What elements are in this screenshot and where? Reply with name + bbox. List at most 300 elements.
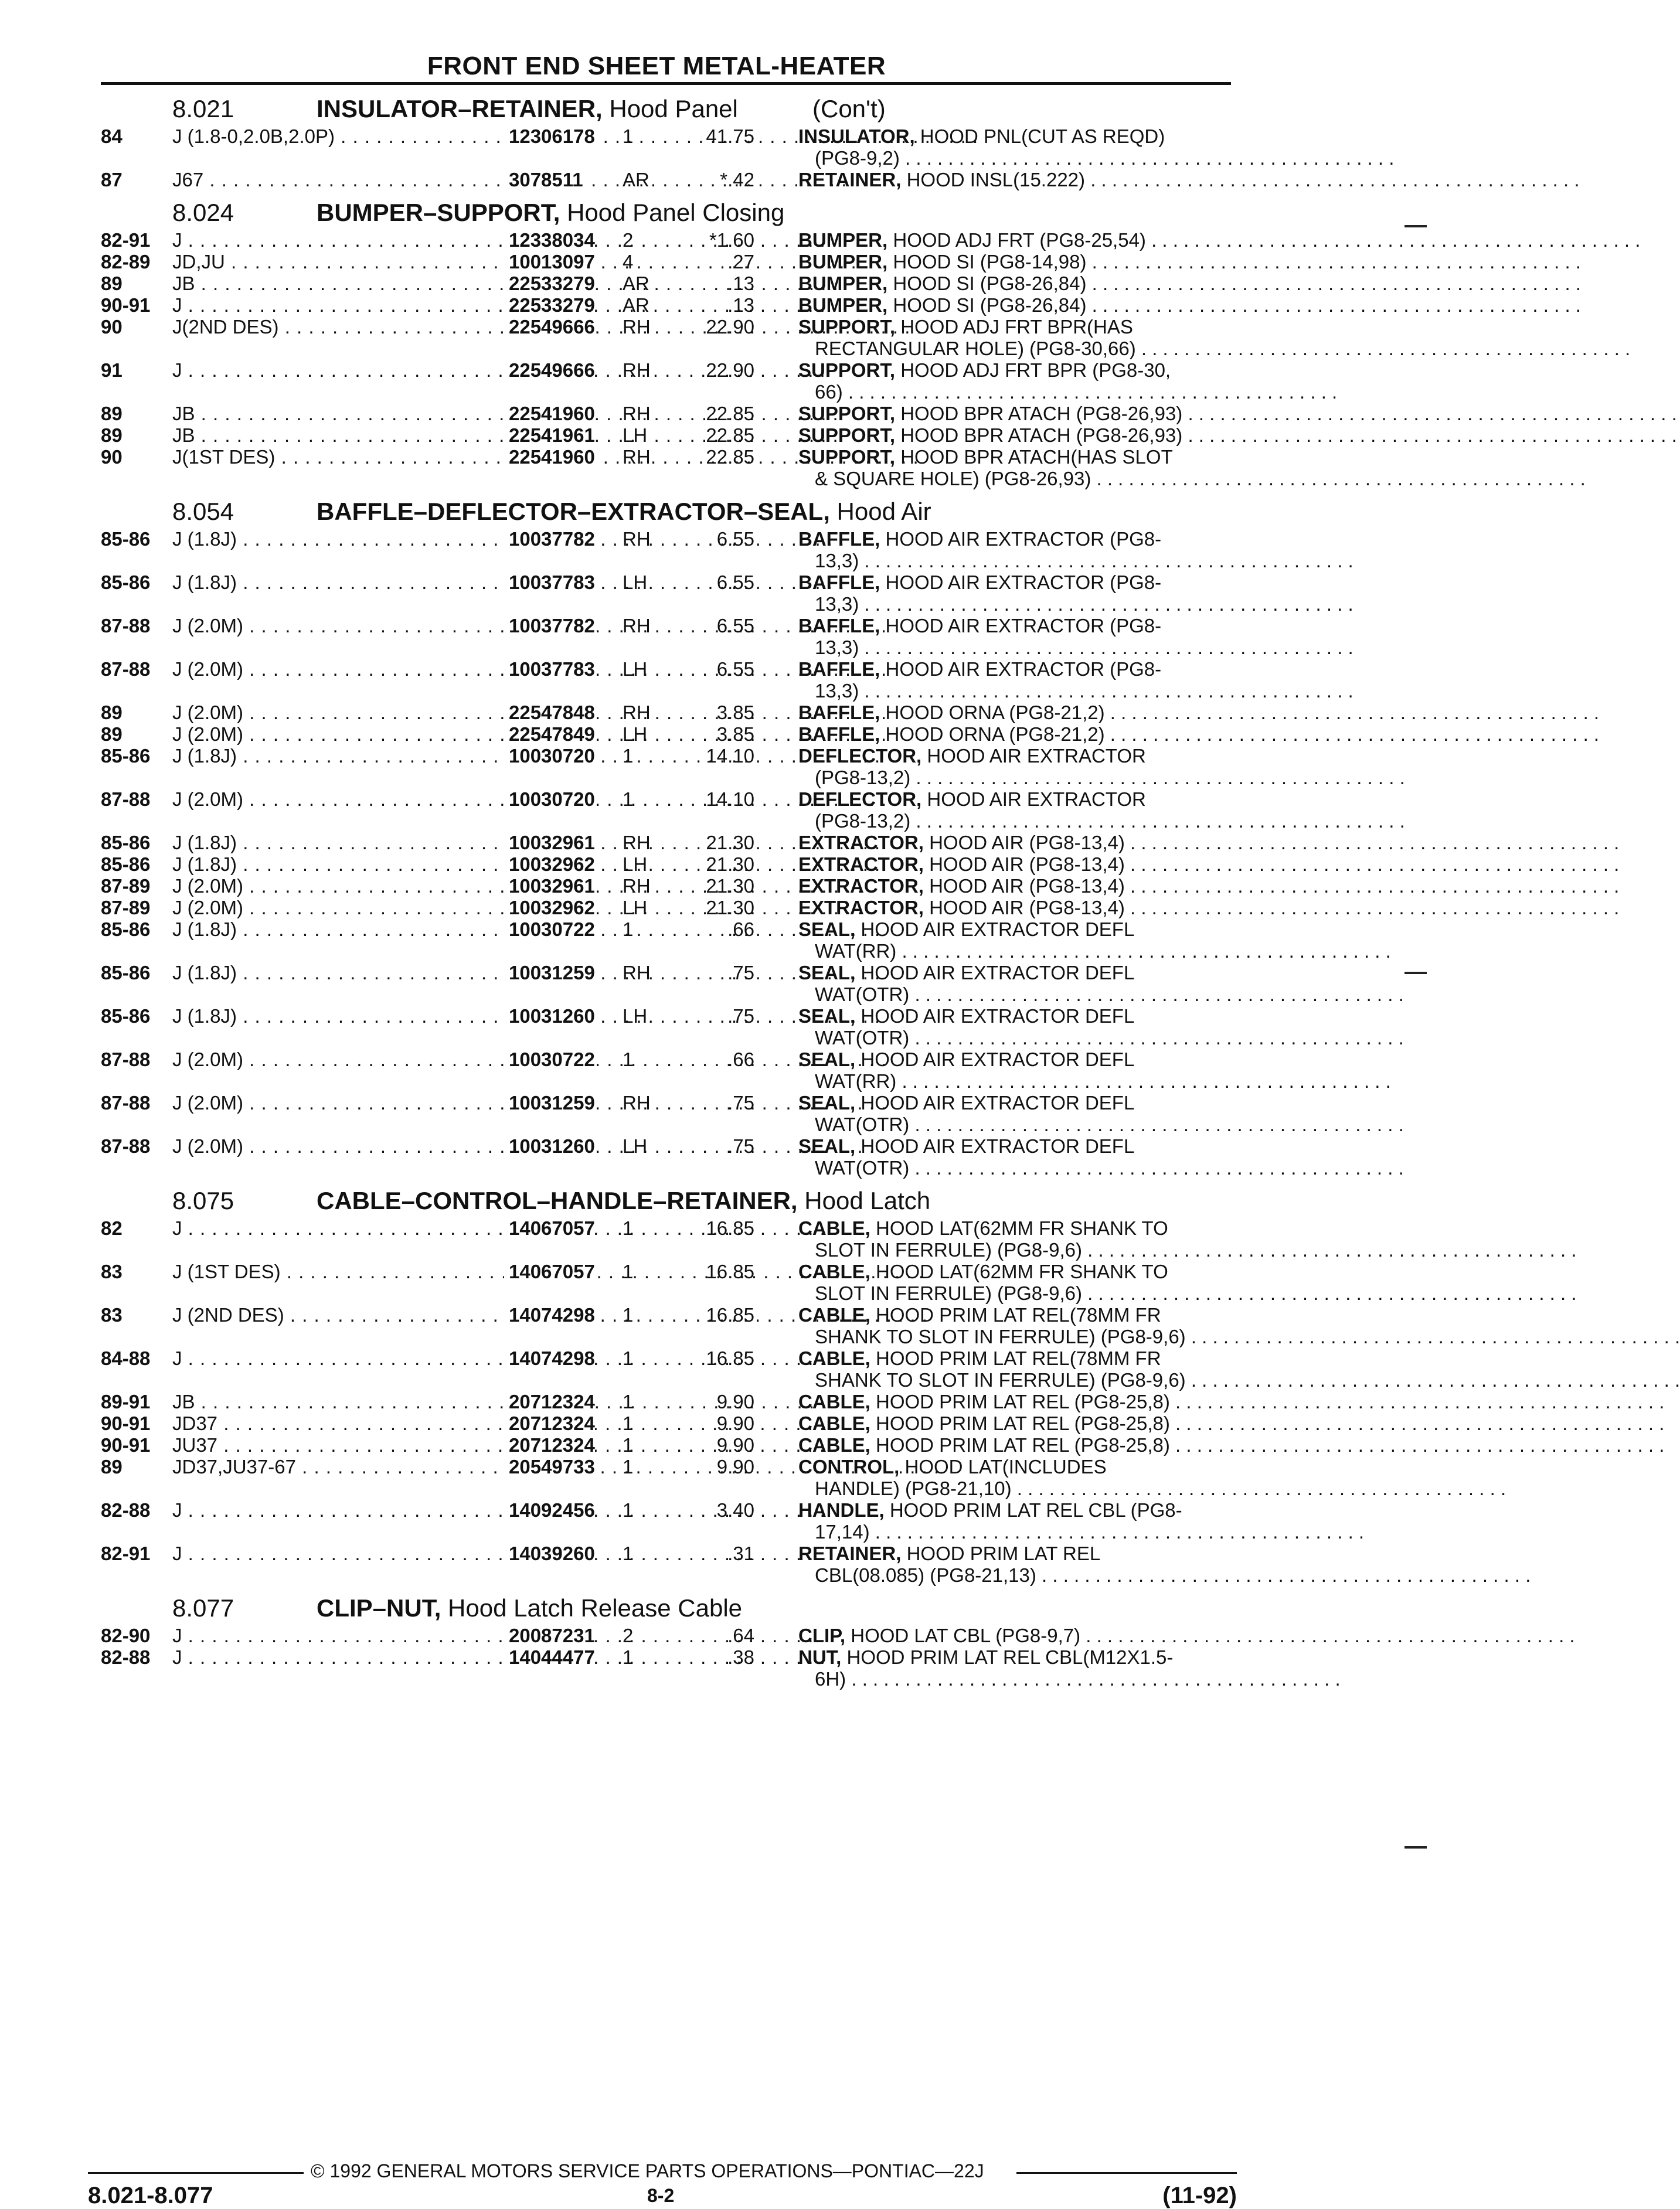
model-years: 82-91 (101, 229, 151, 251)
description-line-2: 66) . . . (798, 381, 1232, 403)
model-years: 87-88 (101, 1049, 151, 1070)
description (798, 962, 1232, 1005)
description-text: HOOD SI (PG8-26,84) (887, 273, 1087, 294)
part-number: 20087231 (504, 1625, 595, 1646)
price: 22.85 (706, 424, 754, 446)
application: J . . . (172, 1543, 589, 1564)
description (798, 723, 1232, 745)
description-keyword: EXTRACTOR, (798, 875, 924, 897)
description (798, 1135, 1232, 1179)
description-line (798, 316, 1232, 338)
part-row (101, 528, 1232, 571)
description-line (798, 897, 1232, 918)
application: JB . . . (172, 403, 589, 424)
description-line-2: 6H) . . . (798, 1668, 1232, 1690)
description (798, 745, 1232, 788)
quantity: 2 (623, 229, 634, 251)
description-line (798, 1217, 1232, 1239)
part-row (101, 745, 1232, 788)
description-keyword: HANDLE, (798, 1499, 885, 1521)
model-years: 91 (101, 359, 123, 381)
description-text: HOOD AIR EXTRACTOR (921, 745, 1146, 767)
application: J (2.0M) . . . (172, 702, 589, 723)
price: 3.85 (716, 723, 754, 745)
description (798, 1646, 1232, 1690)
description (798, 359, 1232, 403)
price: 14.10 (706, 788, 754, 810)
description-text: HOOD AIR EXTRACTOR (PG8- (880, 571, 1162, 593)
description-keyword: BAFFLE, (798, 658, 880, 680)
quantity: LH (623, 723, 648, 745)
model-years: 85-86 (101, 832, 151, 853)
description (798, 832, 1232, 853)
description-text: HOOD SI (PG8-26,84) (887, 294, 1087, 316)
description-line-2: 13,3) . . . (798, 680, 1232, 702)
application: J . . . (172, 1646, 589, 1668)
part-row (101, 875, 1232, 897)
description-line-2: 13,3) . . . (798, 550, 1232, 571)
description (798, 316, 1232, 359)
part-number: 14092456 (504, 1499, 595, 1521)
part-row (101, 1434, 1232, 1456)
application: J (1.8J) . . . (172, 1005, 589, 1027)
application: J (1.8J) . . . (172, 962, 589, 983)
quantity: 1 (623, 1304, 634, 1326)
model-years: 89-91 (101, 1391, 151, 1412)
quantity: 1 (623, 125, 634, 147)
description-keyword: BAFFLE, (798, 615, 880, 637)
model-years: 87-88 (101, 615, 151, 637)
quantity: RH (623, 528, 651, 550)
part-number: 22533279 (504, 294, 595, 316)
description-keyword: BAFFLE, (798, 528, 880, 550)
description-keyword: SUPPORT, (798, 316, 896, 338)
part-number: 3078511 (504, 169, 583, 190)
part-row (101, 1625, 1232, 1646)
description-line (798, 658, 1232, 680)
quantity: RH (623, 403, 651, 424)
quantity: 1 (623, 1049, 634, 1070)
quantity: LH (623, 1005, 648, 1027)
part-row (101, 571, 1232, 615)
price: .38 (727, 1646, 754, 1668)
price: .75 (727, 962, 754, 983)
description-line (798, 424, 1232, 446)
part-number: 20712324 (504, 1434, 595, 1456)
section-heading (101, 190, 1232, 229)
description (798, 229, 1232, 251)
description-keyword: SUPPORT, (798, 403, 896, 424)
description-keyword: CABLE, (798, 1412, 870, 1434)
description-text: HOOD AIR EXTRACTOR (PG8- (880, 528, 1162, 550)
description (798, 853, 1232, 875)
price: 21.30 (706, 832, 754, 853)
model-years: 84 (101, 125, 123, 147)
description (798, 897, 1232, 918)
description-line (798, 528, 1232, 550)
model-years: 85-86 (101, 962, 151, 983)
price: 16.85 (706, 1261, 754, 1282)
description-text: HOOD BPR ATACH(HAS SLOT (895, 446, 1173, 468)
description-keyword: NUT, (798, 1646, 842, 1668)
application: JD37 . . . (172, 1412, 589, 1434)
application: J . . . (172, 1347, 589, 1369)
description-line (798, 745, 1232, 767)
model-years: 90 (101, 316, 123, 338)
application: J (2.0M) . . . (172, 615, 589, 637)
application: JB . . . (172, 1391, 589, 1412)
description-text: HOOD AIR EXTRACTOR DEFL (855, 1135, 1135, 1157)
description-line (798, 125, 1232, 147)
model-years: 90-91 (101, 1412, 151, 1434)
part-number: 14074298 (504, 1347, 595, 1369)
price: 9.90 (716, 1412, 754, 1434)
application: J . . . (172, 1217, 589, 1239)
application: JB . . . (172, 424, 589, 446)
description-keyword: SUPPORT, (798, 446, 896, 468)
description (798, 273, 1232, 294)
description (798, 1347, 1232, 1391)
application: J67 . . . (172, 169, 589, 190)
application: JU37 . . . (172, 1434, 589, 1456)
model-years: 82-88 (101, 1646, 151, 1668)
application: J (1.8J) . . . (172, 832, 589, 853)
model-years: 89 (101, 1456, 123, 1478)
section-name: BAFFLE–DEFLECTOR–EXTRACTOR–SEAL, Hood Air (317, 498, 931, 525)
description-line (798, 1434, 1232, 1456)
quantity: RH (623, 359, 651, 381)
quantity: 1 (623, 1434, 634, 1456)
part-row (101, 1499, 1232, 1543)
description-line (798, 169, 1232, 190)
part-row (101, 125, 1232, 169)
price: 22.85 (706, 403, 754, 424)
part-number: 14067057 (504, 1261, 595, 1282)
part-number: 22533279 (504, 273, 595, 294)
description (798, 1005, 1232, 1049)
margin-tick (1404, 225, 1427, 227)
quantity: 1 (623, 1412, 634, 1434)
description (798, 1434, 1232, 1456)
description-keyword: BAFFLE, (798, 723, 880, 745)
part-number: 14067057 (504, 1217, 595, 1239)
quantity: 1 (623, 1543, 634, 1564)
description-keyword: BAFFLE, (798, 571, 880, 593)
application: JB . . . (172, 273, 589, 294)
description-text: HOOD PRIM LAT REL (PG8-25,8) (870, 1412, 1170, 1434)
description-keyword: DEFLECTOR, (798, 788, 922, 810)
description-text: HOOD LAT(62MM FR SHANK TO (870, 1261, 1168, 1282)
section-number: 8.021 (172, 95, 234, 122)
footer-rule (1016, 2172, 1237, 2174)
model-years: 87-89 (101, 875, 151, 897)
application: J (1.8J) . . . (172, 571, 589, 593)
quantity: 1 (623, 1261, 634, 1282)
part-number: 10030722 (504, 918, 595, 940)
description-text: HOOD AIR EXTRACTOR (921, 788, 1146, 810)
part-row (101, 273, 1232, 294)
description-text: HOOD LAT(INCLUDES (899, 1456, 1107, 1478)
part-number: 22541960 (504, 446, 595, 468)
page-title: FRONT END SHEET METAL-HEATER (427, 52, 886, 80)
description-line (798, 1625, 1232, 1646)
description-line (798, 1049, 1232, 1070)
description-line (798, 1304, 1232, 1326)
description-line-2: WAT(OTR) . . . (798, 1027, 1232, 1049)
description-keyword: CABLE, (798, 1391, 870, 1412)
description-keyword: BUMPER, (798, 251, 888, 273)
part-number: 14074298 (504, 1304, 595, 1326)
price: 6.55 (716, 571, 754, 593)
description-text: HOOD AIR (PG8-13,4) (923, 897, 1125, 918)
price: .75 (727, 1092, 754, 1114)
description-line (798, 615, 1232, 637)
description-line (798, 962, 1232, 983)
price: 3.85 (716, 702, 754, 723)
description-text: HOOD ADJ FRT BPR(HAS (895, 316, 1133, 338)
part-row (101, 1412, 1232, 1434)
part-row (101, 446, 1232, 489)
model-years: 85-86 (101, 528, 151, 550)
part-row (101, 1543, 1232, 1586)
revision-date: (11-92) (1162, 2183, 1237, 2208)
application: J (2ND DES) . . . (172, 1304, 589, 1326)
description-line (798, 702, 1232, 723)
description-keyword: SEAL, (798, 1092, 856, 1114)
application: J . . . (172, 1625, 589, 1646)
description-keyword: SEAL, (798, 1005, 856, 1027)
description-text: HOOD ORNA (PG8-21,2) (880, 723, 1105, 745)
application: J (2.0M) . . . (172, 897, 589, 918)
part-number: 10037783 (504, 658, 595, 680)
part-row (101, 702, 1232, 723)
description-line-2: HANDLE) (PG8-21,10) . . . (798, 1478, 1232, 1499)
description (798, 918, 1232, 962)
description-line (798, 1391, 1232, 1412)
application: J . . . (172, 1499, 589, 1521)
application: J (2.0M) . . . (172, 875, 589, 897)
description-line (798, 1412, 1232, 1434)
part-row (101, 359, 1232, 403)
description (798, 1412, 1232, 1434)
description-keyword: EXTRACTOR, (798, 897, 924, 918)
part-number: 20549733 (504, 1456, 595, 1478)
part-number: 10037782 (504, 615, 595, 637)
description-line (798, 788, 1232, 810)
application: JD,JU . . . (172, 251, 589, 273)
price: 14.10 (706, 745, 754, 767)
description-keyword: CLIP, (798, 1625, 846, 1646)
model-years: 89 (101, 424, 123, 446)
part-number: 10032962 (504, 897, 595, 918)
section-number: 8.077 (172, 1594, 234, 1622)
description-line-2: SHANK TO SLOT IN FERRULE) (PG8-9,6) . . . (798, 1326, 1232, 1347)
page-number: 8-2 (647, 2185, 675, 2206)
description-line-2: RECTANGULAR HOLE) (PG8-30,66) . . . (798, 338, 1232, 359)
description (798, 1456, 1232, 1499)
description-text: HOOD BPR ATACH (PG8-26,93) (895, 403, 1183, 424)
price: 21.30 (706, 853, 754, 875)
part-row (101, 1456, 1232, 1499)
description-keyword: RETAINER, (798, 169, 902, 190)
price: *1.60 (709, 229, 754, 251)
description-text: HOOD LAT CBL (PG8-9,7) (845, 1625, 1081, 1646)
part-row (101, 615, 1232, 658)
description-line-2: WAT(OTR) . . . (798, 1157, 1232, 1179)
description-text: HOOD AIR EXTRACTOR DEFL (855, 962, 1135, 983)
part-number: 10031259 (504, 1092, 595, 1114)
price: .31 (727, 1543, 754, 1564)
part-row (101, 403, 1232, 424)
section-number: 8.024 (172, 199, 234, 226)
part-number: 20712324 (504, 1391, 595, 1412)
description-text: HOOD AIR EXTRACTOR DEFL (855, 1005, 1135, 1027)
price: 16.85 (706, 1347, 754, 1369)
description (798, 875, 1232, 897)
section-heading (101, 87, 1232, 125)
section-heading (101, 1586, 1232, 1625)
part-row (101, 251, 1232, 273)
model-years: 85-86 (101, 918, 151, 940)
part-number: 12306178 (504, 125, 595, 147)
application: J (1ST DES) . . . (172, 1261, 589, 1282)
description-line (798, 1456, 1232, 1478)
part-number: 10031260 (504, 1135, 595, 1157)
description-line (798, 1347, 1232, 1369)
description-line-2: WAT(RR) . . . (798, 1070, 1232, 1092)
quantity: RH (623, 615, 651, 637)
description (798, 1092, 1232, 1135)
description-line (798, 1646, 1232, 1668)
part-row (101, 229, 1232, 251)
application: J(1ST DES) . . . (172, 446, 589, 468)
description-keyword: EXTRACTOR, (798, 832, 924, 853)
part-number: 22541961 (504, 424, 595, 446)
part-number: 22549666 (504, 316, 595, 338)
part-row (101, 962, 1232, 1005)
model-years: 85-86 (101, 1005, 151, 1027)
description-line (798, 1005, 1232, 1027)
model-years: 82-90 (101, 1625, 151, 1646)
description-keyword: BAFFLE, (798, 702, 880, 723)
quantity: LH (623, 1135, 648, 1157)
description (798, 1625, 1232, 1646)
application: J (1.8J) . . . (172, 918, 589, 940)
description-keyword: BUMPER, (798, 273, 888, 294)
description-line-2: (PG8-13,2) . . . (798, 767, 1232, 788)
description-keyword: DEFLECTOR, (798, 745, 922, 767)
description (798, 1049, 1232, 1092)
description-text: HOOD PNL(CUT AS REQD) (914, 125, 1165, 147)
part-row (101, 1135, 1232, 1179)
description-line-2: CBL(08.085) (PG8-21,13) . . . (798, 1564, 1232, 1586)
price: 16.85 (706, 1217, 754, 1239)
description-keyword: BUMPER, (798, 294, 888, 316)
price: 9.90 (716, 1456, 754, 1478)
part-number: 10030720 (504, 788, 595, 810)
quantity: RH (623, 832, 651, 853)
quantity: 2 (623, 1625, 634, 1646)
description-text: HOOD PRIM LAT REL (PG8-25,8) (870, 1391, 1170, 1412)
quantity: 1 (623, 1499, 634, 1521)
description-keyword: EXTRACTOR, (798, 853, 924, 875)
description-text: HOOD SI (PG8-14,98) (887, 251, 1087, 273)
part-row (101, 788, 1232, 832)
description-text: HOOD ADJ FRT BPR (PG8-30, (895, 359, 1171, 381)
part-row (101, 1049, 1232, 1092)
price: 9.90 (716, 1391, 754, 1412)
margin-tick (1404, 972, 1427, 974)
application: J (2.0M) . . . (172, 1049, 589, 1070)
margin-tick (1404, 1846, 1427, 1849)
model-years: 85-86 (101, 571, 151, 593)
model-years: 83 (101, 1261, 123, 1282)
description-line (798, 1092, 1232, 1114)
description-line-2: (PG8-13,2) . . . (798, 810, 1232, 832)
quantity: 1 (623, 1347, 634, 1369)
application: JD37,JU37-67 . . . (172, 1456, 589, 1478)
part-row (101, 853, 1232, 875)
section-heading (101, 1179, 1232, 1217)
quantity: AR (623, 169, 649, 190)
application: J (2.0M) . . . (172, 658, 589, 680)
section-range: 8.021-8.077 (88, 2183, 213, 2208)
price: .66 (727, 1049, 754, 1070)
price: *.42 (720, 169, 754, 190)
description-keyword: SEAL, (798, 962, 856, 983)
section-name: BUMPER–SUPPORT, Hood Panel Closing (317, 199, 785, 226)
description-text: HOOD PRIM LAT REL CBL (PG8- (884, 1499, 1182, 1521)
model-years: 87-88 (101, 1092, 151, 1114)
part-number: 22547848 (504, 702, 595, 723)
description-line-2: SLOT IN FERRULE) (PG8-9,6) . . . (798, 1239, 1232, 1261)
description-line-2: 13,3) . . . (798, 593, 1232, 615)
description (798, 788, 1232, 832)
part-number: 12338034 (504, 229, 595, 251)
description-text: HOOD PRIM LAT REL CBL(M12X1.5- (841, 1646, 1174, 1668)
part-row (101, 169, 1232, 190)
part-number: 10032961 (504, 875, 595, 897)
description (798, 294, 1232, 316)
description-keyword: CONTROL, (798, 1456, 900, 1478)
description-line (798, 403, 1232, 424)
description (798, 424, 1232, 446)
quantity: RH (623, 446, 651, 468)
description-line (798, 1499, 1232, 1521)
quantity: 1 (623, 1391, 634, 1412)
part-number: 10030720 (504, 745, 595, 767)
price: 21.30 (706, 875, 754, 897)
quantity: AR (623, 273, 649, 294)
part-number: 10037783 (504, 571, 595, 593)
price: .66 (727, 918, 754, 940)
description (798, 251, 1232, 273)
description-line-2: 13,3) . . . (798, 637, 1232, 658)
price: 6.55 (716, 528, 754, 550)
model-years: 82-88 (101, 1499, 151, 1521)
quantity: 4 (623, 251, 634, 273)
part-number: 22549666 (504, 359, 595, 381)
price: 41.75 (706, 125, 754, 147)
price: 16.85 (706, 1304, 754, 1326)
description-keyword: BUMPER, (798, 229, 888, 251)
price: 6.55 (716, 615, 754, 637)
model-years: 87 (101, 169, 123, 190)
model-years: 82 (101, 1217, 123, 1239)
price: .75 (727, 1005, 754, 1027)
model-years: 83 (101, 1304, 123, 1326)
quantity: 1 (623, 745, 634, 767)
